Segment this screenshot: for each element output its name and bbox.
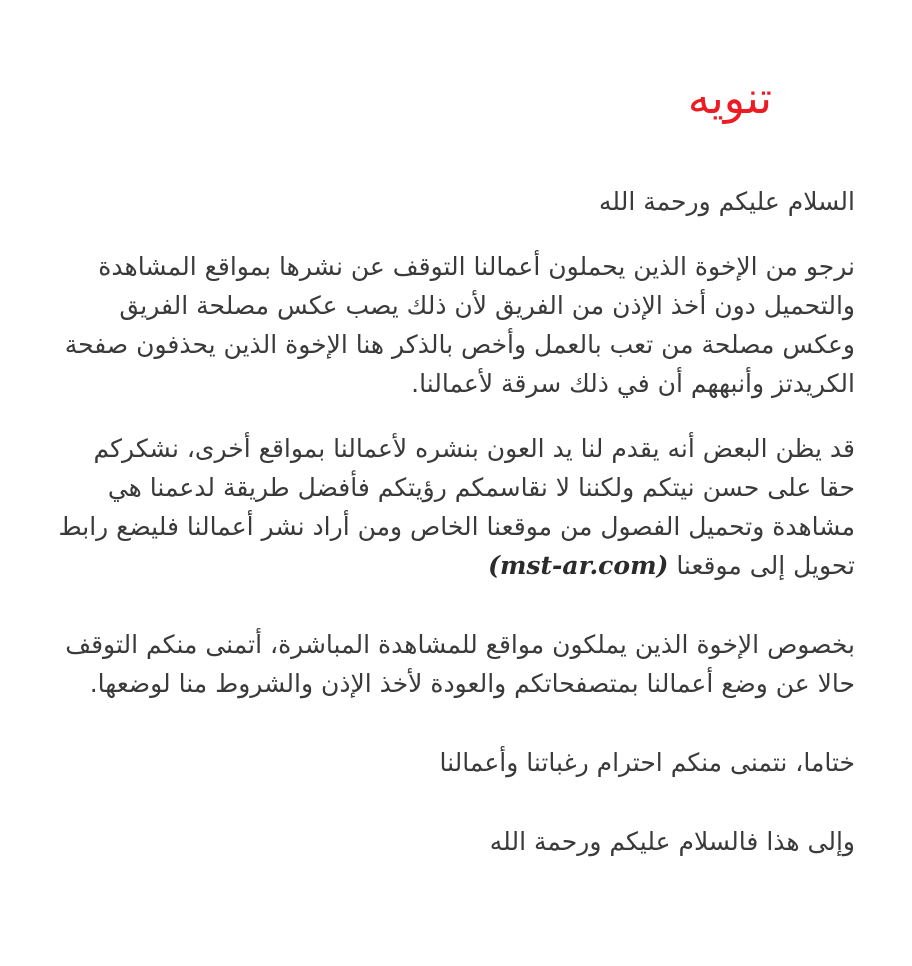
paragraph-streaming-sites: بخصوص الإخوة الذين يملكون مواقع للمشاهدة المباشرة، أتمنى منكم التوقف حالا عن وضع أعمالنا بمتصفحاتكم والعودة لأخذ الإذن والشروط منا لوضعها.: [65, 630, 855, 698]
paragraph-credits-warning: نرجو من الإخوة الذين يحملون أعمالنا التوقف عن نشرها بمواقع المشاهدة والتحميل دون أخذ الإذن من الفريق لأن ذلك يصب عكس مصلحة الفريق وعكس مصلحة من تعب بالعمل وأخص بالذكر هنا الإخوة الذين يحذفون صفحة الكريدتز وأنبههم أن في ذلك سرقة لأعمالنا.: [64, 252, 855, 398]
site-link-text: (mst-ar.com): [488, 551, 669, 580]
notice-title: تنويه: [687, 73, 772, 124]
paragraph-reposting: [57, 429, 855, 585]
greeting-line: السلام عليكم ورحمة الله: [599, 187, 855, 216]
paragraph-farewell: وإلى هذا فالسلام عليكم ورحمة الله: [489, 827, 855, 856]
reposting-text: قد يظن البعض أنه يقدم لنا يد العون بنشره لأعمالنا بمواقع أخرى، نشكركم حقا على حسن نيتكم ولكننا لا نقاسمكم رؤيتكم فأفضل طريقة لدعمنا هي مشاهدة وتحميل الفصول من موقعنا الخاص ومن أراد نشر أعمالنا فليضع رابط تحويل إلى موقعنا: [58, 434, 855, 580]
paragraph-closing-request: ختاما، نتمنى منكم احترام رغباتنا وأعمالنا: [439, 748, 855, 777]
notice-body: [0, 182, 912, 861]
